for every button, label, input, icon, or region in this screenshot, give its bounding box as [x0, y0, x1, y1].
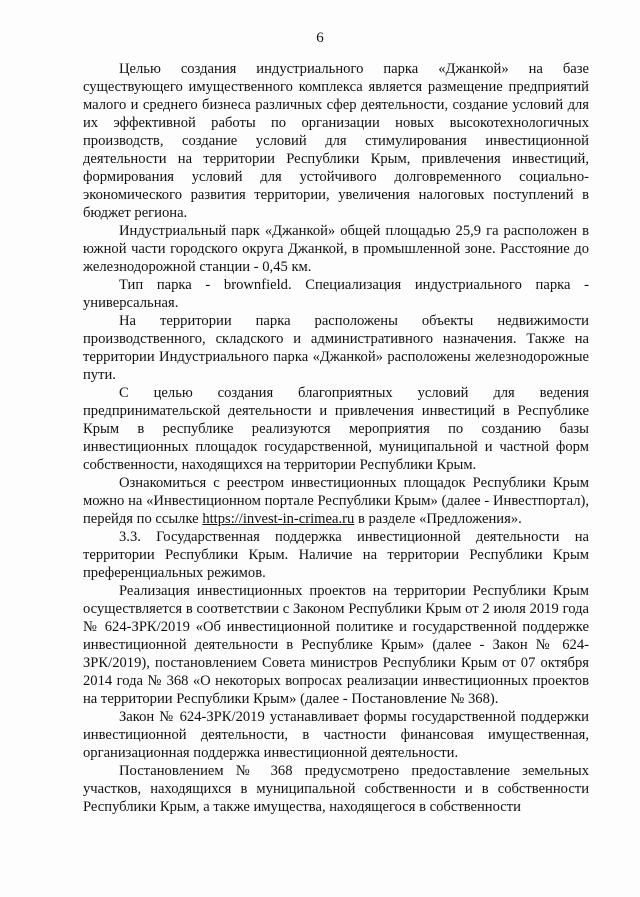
document-body — [83, 60, 589, 816]
paragraph-investment-sites: С целью создания благоприятных условий для ведения предпринимательской деятельности и привлечения инвестиций в Республике Крым в республике реализуются мероприятия по созданию базы инвестиционных площадок государственной, муниципальной и частной форм собственности, находящихся на территории Республики Крым. — [83, 385, 589, 473]
paragraph-park-objects: На территории парка расположены объекты недвижимости производственного, складского и административного назначения. Также на территории Индустриального парка «Джанкой» расположены железнодорожные пути. — [83, 313, 589, 383]
paragraph-park-location: Индустриальный парк «Джанкой» общей площадью 25,9 га расположен в южной части городского округа Джанкой, в промышленной зоне. Расстояние до железнодорожной станции - 0,45 км. — [83, 223, 589, 275]
paragraph-park-goals: Целью создания индустриального парка «Джанкой» на базе существующего имущественного комплекса является размещение предприятий малого и среднего бизнеса различных сфер деятельности, создание условий для их эффективной работы по организации новых высокотехнологичных производств, создание условий для стимулирования инвестиционной деятельности на территории Республики Крым, привлечения инвестиций, формирования условий для устойчивого долговременного социально-экономического развития территории, увеличения налоговых поступлений в бюджет региона. — [83, 61, 589, 221]
paragraph-legal-basis: Реализация инвестиционных проектов на территории Республики Крым осуществляется в соответствии с Законом Республики Крым от 2 июля 2019 года № 624-ЗРК/2019 «Об инвестиционной политике и государственной поддержке инвестиционной деятельности в Республике Крым» (далее - Закон № 624-ЗРК/2019), постановлением Совета министров Республики Крым от 07 октября 2014 года № 368 «О некоторых вопросах реализации инвестиционных проектов на территории Республики Крым» (далее - Постановление № 368). — [83, 583, 589, 707]
page-number: 6 — [316, 30, 324, 46]
paragraph-support-forms: Закон № 624-ЗРК/2019 устанавливает формы государственной поддержки инвестиционной деятельности, в частности финансовая имущественная, организационная поддержка инвестиционной деятельности. — [83, 709, 589, 761]
paragraph-park-type: Тип парка - brownfield. Специализация индустриального парка - универсальная. — [83, 277, 589, 311]
section-heading-3-3: 3.3. Государственная поддержка инвестиционной деятельности на территории Республики Крым. Наличие на территории Республики Крым преференциальных режимов. — [83, 529, 589, 581]
invest-portal-link[interactable]: https://invest-in-crimea.ru — [202, 511, 355, 527]
paragraph-resolution-368: Постановлением № 368 предусмотрено предоставление земельных участков, находящихся в муниципальной собственности и в собственности Республики Крым, а также имущества, находящегося в собственности — [83, 763, 589, 815]
portal-text-after: в разделе «Предложения». — [354, 511, 522, 527]
paragraph-portal — [83, 474, 589, 528]
portal-text-before: Ознакомиться с реестром инвестиционных площадок Республики Крым можно на «Инвестиционном портале Республики Крым» (далее - Инвестпортал), перейдя по ссылке — [83, 475, 589, 527]
